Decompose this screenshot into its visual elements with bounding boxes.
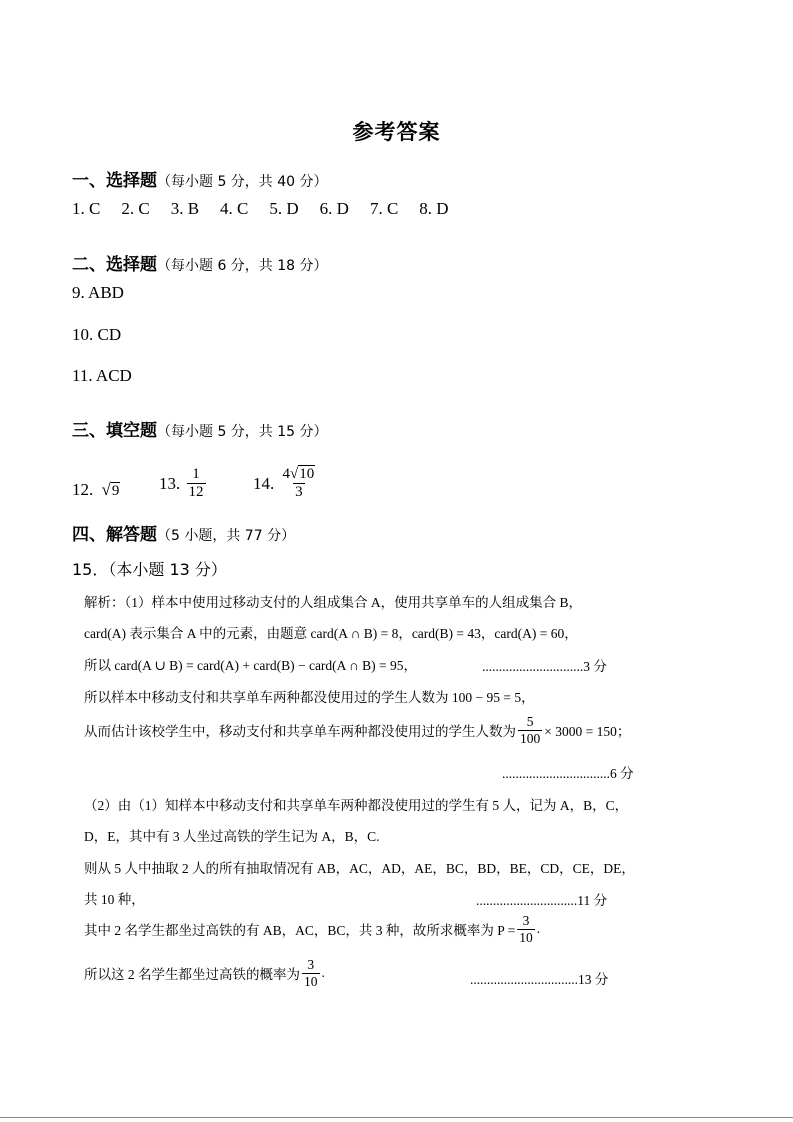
solution-line-8: D，E，其中有 3 人坐过高铁的学生记为 A，B，C. — [84, 829, 380, 844]
answer-14 — [253, 466, 319, 502]
fraction-denominator: 12 — [188, 484, 204, 501]
section-4-heading — [72, 520, 295, 545]
sqrt-symbol: √ — [101, 480, 111, 499]
answer-13 — [159, 466, 208, 502]
answer-item: 6. D — [319, 199, 349, 218]
q13-fraction — [187, 466, 206, 502]
section-1-note: （每小题 5 分，共 40 分） — [157, 174, 328, 190]
answer-9: 9. ABD — [72, 283, 124, 302]
answer-item: 2. C — [121, 199, 150, 218]
fraction-numerator: 4√10 — [282, 466, 315, 482]
mc-answers — [72, 199, 470, 219]
answer-item: 3. B — [170, 199, 200, 218]
section-3-note: （每小题 5 分，共 15 分） — [157, 424, 328, 440]
solution-line-2: card(A) 表示集合 A 中的元素，由题意 card(A ∩ B) = 8，card(B) = 43，card(A) = 60， — [84, 626, 578, 641]
q12-label: 12. — [72, 480, 94, 499]
answer-10: 10. CD — [72, 325, 122, 344]
solution-line-10: 共 10 种， — [84, 892, 145, 907]
section-2-title: 二、选择题 — [72, 255, 157, 275]
answer-item: 8. D — [419, 199, 449, 218]
score-marker-3: ..............................3 分 — [482, 659, 607, 674]
solution-line-11: 其中 2 名学生都坐过高铁的有 AB，AC，BC，共 3 种，故所求概率为 P = $\frac{3}{10}$ . — [84, 913, 541, 945]
page-title: 参考答案 — [352, 120, 441, 144]
answer-item: 7. C — [369, 199, 399, 218]
score-marker-13: ................................13 分 — [470, 972, 609, 987]
section-2-note: （每小题 6 分，共 18 分） — [157, 258, 328, 274]
section-1-title: 一、选择题 — [72, 171, 157, 191]
q13-label: 13. — [159, 473, 181, 493]
solution-line-5: 从而估计该校学生中，移动支付和共享单车两种都没使用过的学生人数为 $\frac{5}{100}$ × 3000 = 150； — [84, 714, 631, 746]
solution-line-3: 所以 card(A ∪ B) = card(A) + card(B) − card(A ∩ B) = 95， — [84, 658, 418, 673]
solution-line-7: （2）由（1）知样本中移动支付和共享单车两种都没使用过的学生有 5 人，记为 A，B，C， — [84, 798, 629, 813]
fraction-denominator: 3 — [295, 484, 303, 501]
solution-line-12: 所以这 2 名学生都坐过高铁的概率为 $\frac{3}{10}$ . — [84, 957, 325, 989]
score-marker-11: ..............................11 分 — [476, 893, 608, 908]
section-4-title: 四、解答题 — [72, 525, 157, 545]
score-marker-6: ................................6 分 — [502, 766, 634, 781]
section-1-heading — [72, 166, 328, 191]
solution-line-4: 所以样本中移动支付和共享单车两种都没使用过的学生人数为 100 − 95 = 5， — [84, 690, 535, 705]
page-bottom-divider — [0, 1117, 793, 1118]
fraction: $\frac{3}{10}$ — [519, 913, 533, 945]
answer-12 — [72, 480, 120, 500]
fraction-numerator: 1 — [192, 466, 200, 482]
answer-11: 11. ACD — [72, 366, 132, 385]
answer-item: 1. C — [72, 199, 101, 218]
q12-radicand: 9 — [111, 483, 120, 499]
solution-line-9: 则从 5 人中抽取 2 人的所有抽取情况有 AB，AC，AD，AE，BC，BD，BE，CD，CE，DE， — [84, 861, 635, 876]
q14-fraction — [281, 466, 318, 502]
section-2-heading — [72, 250, 328, 275]
answer-item: 5. D — [269, 199, 299, 218]
section-3-heading — [72, 416, 328, 441]
fraction: $\frac{5}{100}$ — [520, 714, 541, 746]
q14-label: 14. — [253, 473, 275, 493]
solution-line-1: 解析：（1）样本中使用过移动支付的人组成集合 A，使用共享单车的人组成集合 B， — [84, 595, 583, 610]
fraction: $\frac{3}{10}$ — [304, 957, 318, 989]
section-4-note: （5 小题，共 77 分） — [157, 528, 296, 544]
q15-heading: 15．（本小题 13 分） — [72, 560, 227, 579]
answer-item: 4. C — [220, 199, 249, 218]
section-3-title: 三、填空题 — [72, 421, 157, 441]
